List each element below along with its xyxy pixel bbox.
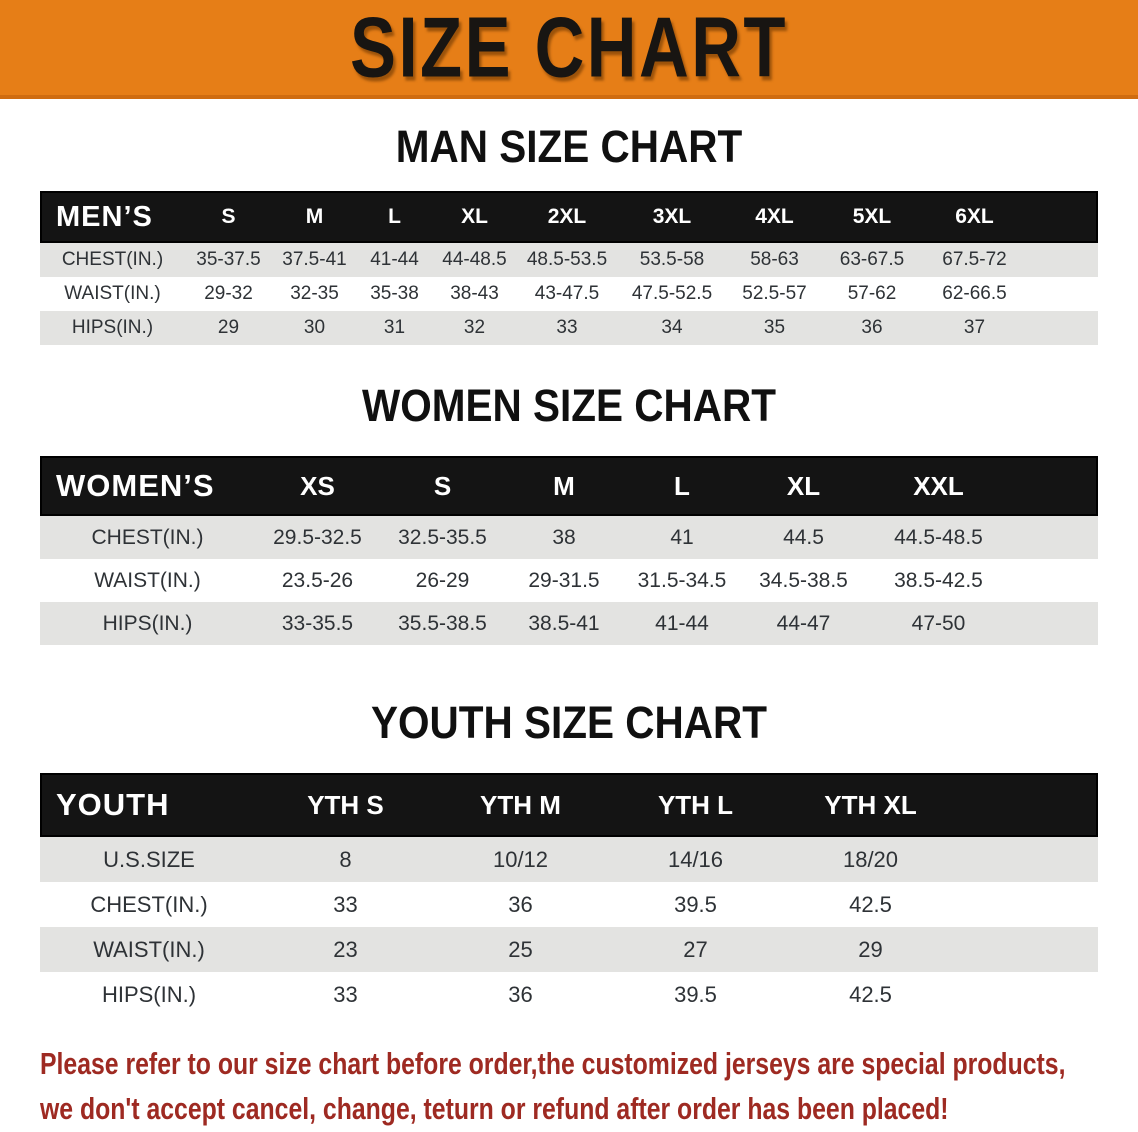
men-row-label: WAIST(IN.) bbox=[64, 283, 161, 304]
banner-title: SIZE CHART bbox=[350, 0, 788, 95]
men-column-header: 6XL bbox=[955, 205, 994, 228]
youth-size-value: 25 bbox=[508, 936, 533, 962]
women-table-row bbox=[40, 602, 1098, 645]
filler-cell bbox=[958, 927, 1098, 972]
women-row-label: CHEST(IN.) bbox=[91, 525, 204, 549]
youth-row-label: HIPS(IN.) bbox=[101, 981, 197, 1007]
filler-cell bbox=[958, 972, 1098, 1017]
men-size-value: 32-35 bbox=[290, 283, 339, 304]
men-header-row bbox=[40, 191, 1098, 243]
men-column-header: S bbox=[221, 205, 236, 228]
men-size-value: 48.5-53.5 bbox=[526, 249, 608, 270]
women-size-value: 44.5 bbox=[783, 525, 824, 549]
women-column-header: XS bbox=[300, 470, 335, 501]
men-size-value: 35 bbox=[763, 317, 786, 338]
youth-size-value: 27 bbox=[683, 936, 708, 962]
disclaimer-line-1: Please refer to our size chart before order,the customized jerseys are special products, bbox=[40, 1046, 1066, 1081]
women-size-value: 23.5-26 bbox=[281, 568, 354, 592]
filler-cell bbox=[1011, 602, 1098, 645]
men-table-row bbox=[40, 311, 1098, 345]
women-column-header: S bbox=[433, 470, 452, 501]
men-size-value: 33 bbox=[556, 317, 578, 338]
youth-size-value: 18/20 bbox=[842, 846, 899, 872]
men-size-value: 58-63 bbox=[750, 249, 799, 270]
youth-size-value: 42.5 bbox=[849, 981, 892, 1007]
women-size-value: 26-29 bbox=[415, 568, 470, 592]
women-size-value: 41-44 bbox=[655, 611, 709, 635]
men-size-value: 32 bbox=[463, 317, 486, 338]
women-column-header: XL bbox=[786, 470, 821, 501]
youth-column-header: YTH XL bbox=[824, 789, 917, 820]
section-men bbox=[0, 121, 1138, 345]
men-section-heading: MAN SIZE CHART bbox=[395, 121, 743, 172]
women-table-row bbox=[40, 516, 1098, 559]
women-size-table bbox=[40, 456, 1098, 645]
women-size-value: 44.5-48.5 bbox=[894, 525, 983, 549]
men-size-value: 63-67.5 bbox=[839, 249, 905, 270]
men-size-value: 62-66.5 bbox=[942, 283, 1007, 304]
disclaimer bbox=[40, 1041, 1066, 1131]
men-size-value: 30 bbox=[303, 317, 326, 338]
youth-size-value: 39.5 bbox=[674, 891, 717, 917]
youth-size-value: 23 bbox=[333, 936, 358, 962]
youth-size-value: 14/16 bbox=[667, 846, 724, 872]
women-header-row bbox=[40, 456, 1098, 516]
women-size-value: 38 bbox=[552, 525, 576, 549]
women-column-header: L bbox=[674, 470, 690, 501]
women-column-header: M bbox=[553, 470, 575, 501]
men-row-label: CHEST(IN.) bbox=[61, 249, 164, 270]
women-column-header: XXL bbox=[913, 470, 964, 501]
men-size-value: 53.5-58 bbox=[639, 249, 705, 270]
women-section-heading: WOMEN SIZE CHART bbox=[362, 380, 776, 431]
women-size-value: 41 bbox=[670, 525, 694, 549]
men-size-value: 31 bbox=[383, 317, 406, 338]
youth-size-value: 10/12 bbox=[492, 846, 549, 872]
men-column-header: 4XL bbox=[755, 205, 794, 228]
youth-group-label: YOUTH bbox=[56, 787, 170, 822]
youth-column-header: YTH L bbox=[657, 789, 734, 820]
youth-table-row bbox=[40, 972, 1098, 1017]
filler-cell bbox=[958, 882, 1098, 927]
filler-cell bbox=[1027, 243, 1098, 277]
women-size-value: 38.5-42.5 bbox=[894, 568, 983, 592]
women-size-value: 34.5-38.5 bbox=[759, 568, 848, 592]
women-size-value: 32.5-35.5 bbox=[398, 525, 487, 549]
men-column-header: L bbox=[388, 205, 401, 228]
women-row-label: HIPS(IN.) bbox=[102, 611, 193, 635]
men-column-header: 3XL bbox=[652, 205, 692, 228]
filler-cell bbox=[958, 837, 1098, 882]
women-size-value: 44-47 bbox=[776, 611, 831, 635]
men-column-header: 2XL bbox=[547, 205, 587, 228]
filler-cell bbox=[1027, 191, 1098, 243]
women-size-value: 29-31.5 bbox=[528, 568, 600, 592]
men-column-header: 5XL bbox=[852, 205, 892, 228]
women-size-value: 29.5-32.5 bbox=[273, 525, 362, 549]
filler-cell bbox=[1027, 311, 1098, 345]
filler-cell bbox=[1027, 277, 1098, 311]
women-size-value: 35.5-38.5 bbox=[398, 611, 487, 635]
youth-size-value: 33 bbox=[333, 981, 358, 1007]
men-size-value: 38-43 bbox=[450, 283, 499, 304]
youth-size-value: 42.5 bbox=[849, 891, 892, 917]
men-size-value: 37.5-41 bbox=[282, 249, 347, 270]
youth-column-header: YTH M bbox=[480, 789, 561, 820]
youth-size-value: 36 bbox=[508, 891, 533, 917]
men-size-value: 37 bbox=[963, 317, 986, 338]
filler-cell bbox=[1011, 559, 1098, 602]
youth-section-heading: YOUTH SIZE CHART bbox=[370, 697, 767, 748]
women-size-value: 38.5-41 bbox=[528, 611, 600, 635]
youth-size-value: 33 bbox=[333, 891, 358, 917]
men-size-table bbox=[40, 191, 1098, 345]
men-size-value: 34 bbox=[661, 317, 683, 338]
men-row-label: HIPS(IN.) bbox=[71, 317, 154, 338]
men-size-value: 47.5-52.5 bbox=[631, 283, 713, 304]
youth-header-row bbox=[40, 773, 1098, 837]
men-size-value: 57-62 bbox=[847, 283, 897, 304]
youth-row-label: CHEST(IN.) bbox=[90, 891, 208, 917]
men-size-value: 36 bbox=[861, 317, 883, 338]
men-size-value: 35-37.5 bbox=[196, 249, 261, 270]
youth-size-value: 39.5 bbox=[674, 981, 717, 1007]
filler-cell bbox=[1011, 516, 1098, 559]
men-column-header: XL bbox=[461, 205, 488, 228]
youth-size-table bbox=[40, 773, 1098, 1017]
youth-size-value: 8 bbox=[339, 846, 352, 872]
men-size-value: 43-47.5 bbox=[534, 283, 600, 304]
youth-size-value: 29 bbox=[858, 936, 883, 962]
women-size-value: 31.5-34.5 bbox=[637, 568, 727, 592]
women-size-value: 47-50 bbox=[911, 611, 966, 635]
men-size-value: 41-44 bbox=[370, 249, 419, 270]
size-chart-sections bbox=[0, 121, 1138, 1017]
youth-table-row bbox=[40, 882, 1098, 927]
men-size-value: 67.5-72 bbox=[942, 249, 1007, 270]
youth-table-row bbox=[40, 837, 1098, 882]
youth-column-header: YTH S bbox=[307, 789, 384, 820]
banner bbox=[0, 0, 1138, 99]
men-table-row bbox=[40, 277, 1098, 311]
women-table-row bbox=[40, 559, 1098, 602]
men-table-row bbox=[40, 243, 1098, 277]
section-women bbox=[0, 380, 1138, 645]
women-group-label: WOMEN’S bbox=[56, 468, 215, 503]
men-size-value: 35-38 bbox=[370, 283, 419, 304]
youth-table-row bbox=[40, 927, 1098, 972]
women-row-label: WAIST(IN.) bbox=[94, 568, 201, 592]
men-size-value: 44-48.5 bbox=[442, 249, 507, 270]
women-size-value: 33-35.5 bbox=[281, 611, 354, 635]
section-youth bbox=[0, 697, 1138, 1017]
filler-cell bbox=[1011, 456, 1098, 516]
men-size-value: 29 bbox=[217, 317, 240, 338]
youth-row-label: WAIST(IN.) bbox=[93, 936, 205, 962]
men-column-header: M bbox=[305, 205, 324, 228]
youth-row-label: U.S.SIZE bbox=[103, 846, 195, 872]
filler-cell bbox=[958, 773, 1098, 837]
men-size-value: 52.5-57 bbox=[742, 283, 807, 304]
youth-size-value: 36 bbox=[508, 981, 533, 1007]
men-group-label: MEN’S bbox=[56, 200, 153, 233]
men-size-value: 29-32 bbox=[204, 283, 253, 304]
disclaimer-line-2: we don't accept cancel, change, teturn or refund after order has been placed! bbox=[40, 1091, 949, 1126]
